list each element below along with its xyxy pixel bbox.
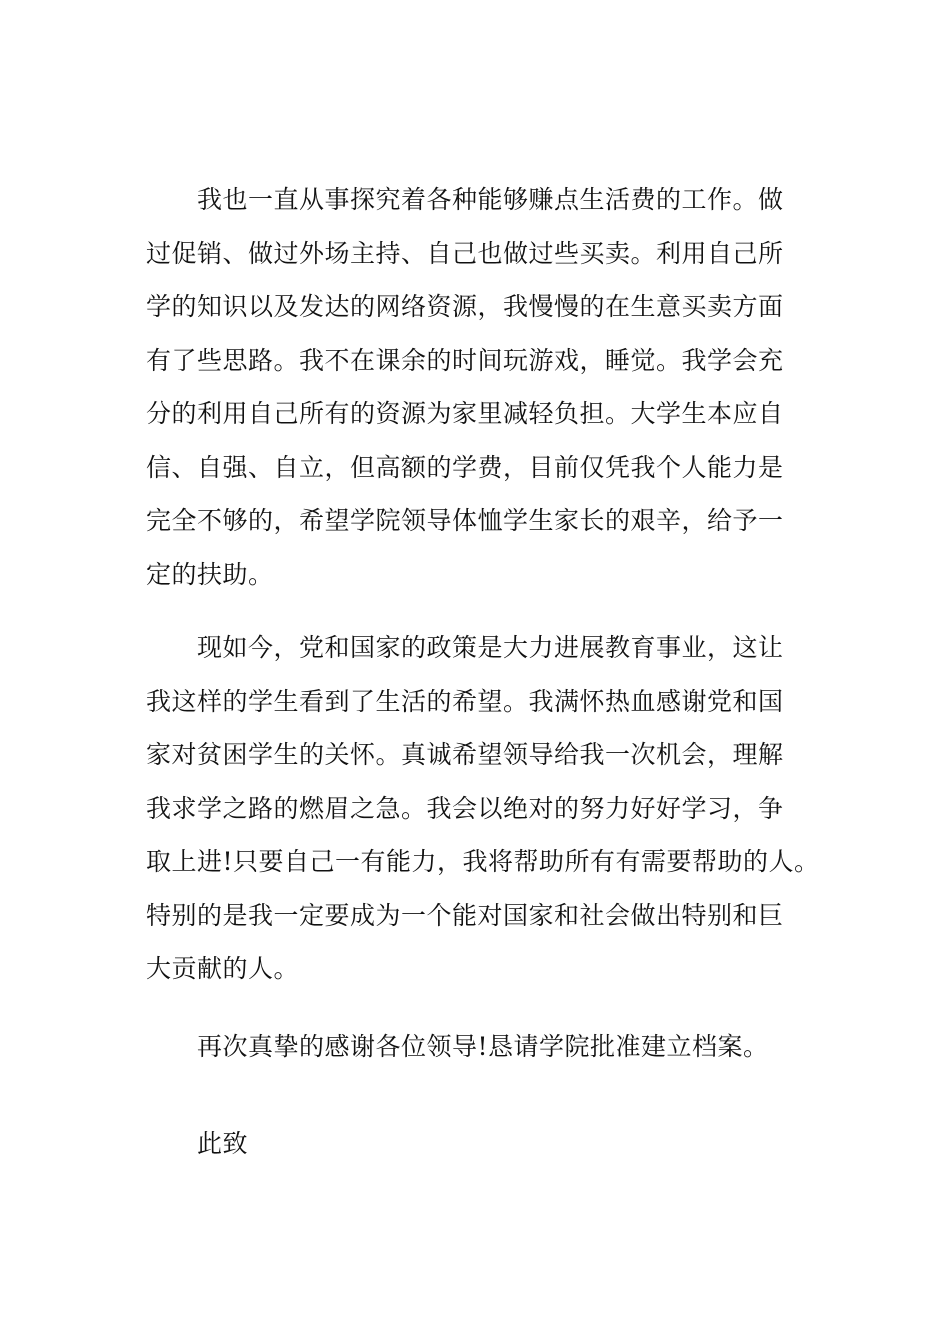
paragraph-line: 再次真挚的感谢各位领导!恳请学院批准建立档案。 bbox=[197, 1032, 769, 1061]
paragraph-line: 我这样的学生看到了生活的希望。我满怀热血感谢党和国 bbox=[146, 686, 784, 716]
paragraph-line: 此致 bbox=[197, 1129, 249, 1158]
paragraph-line: 有了些思路。我不在课余的时间玩游戏，睡觉。我学会充 bbox=[146, 345, 784, 375]
paragraph-line: 大贡献的人。 bbox=[146, 954, 300, 983]
paragraph-line: 特别的是我一定要成为一个能对国家和社会做出特别和巨 bbox=[146, 900, 784, 930]
paragraph-line: 我求学之路的燃眉之急。我会以绝对的努力好好学习，争 bbox=[146, 793, 784, 823]
closing-salutation bbox=[146, 1117, 816, 1171]
paragraph-line: 学的知识以及发达的网络资源，我慢慢的在生意买卖方面 bbox=[146, 292, 784, 321]
paragraph-line: 我也一直从事探究着各种能够赚点生活费的工作。做 bbox=[197, 185, 784, 214]
paragraph-policy-gratitude bbox=[146, 621, 820, 996]
paragraph-line: 过促销、做过外场主持、自己也做过些买卖。利用自己所 bbox=[146, 238, 784, 268]
paragraph-line: 分的利用自己所有的资源为家里减轻负担。大学生本应自 bbox=[146, 399, 784, 428]
paragraph-line: 定的扶助。 bbox=[146, 559, 274, 589]
paragraph-line: 家对贫困学生的关怀。真诚希望领导给我一次机会，理解 bbox=[146, 740, 784, 769]
paragraph-line: 现如今，党和国家的政策是大力进展教育事业，这让 bbox=[197, 633, 784, 662]
paragraph-line: 信、自强、自立，但高额的学费，目前仅凭我个人能力是 bbox=[146, 452, 784, 482]
paragraph-living-expenses bbox=[146, 173, 816, 601]
paragraph-line: 完全不够的，希望学院领导体恤学生家长的艰辛，给予一 bbox=[146, 506, 784, 535]
paragraph-line: 取上进!只要自己一有能力，我将帮助所有有需要帮助的人。 bbox=[146, 847, 820, 876]
paragraph-request bbox=[146, 1020, 816, 1074]
